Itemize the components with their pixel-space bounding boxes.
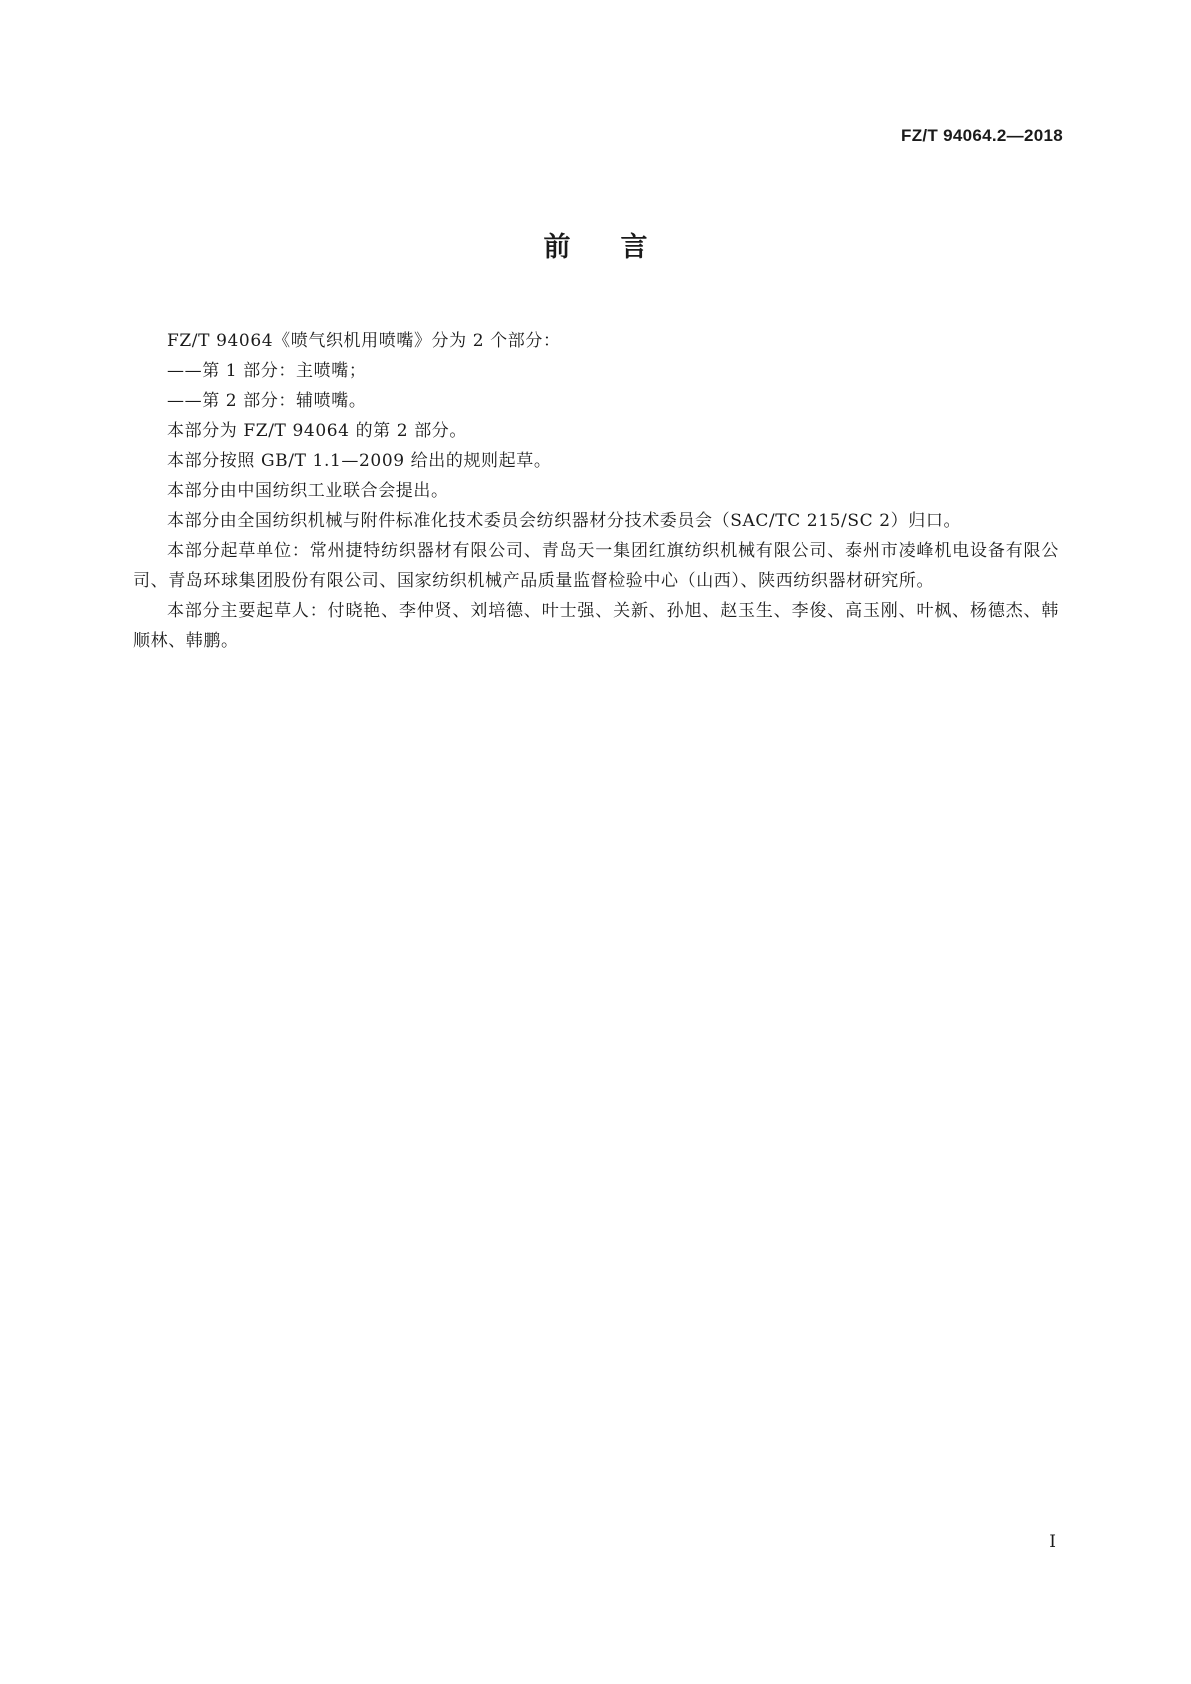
paragraph-part-1: ——第 1 部分：主喷嘴； (167, 361, 367, 381)
document-body (133, 326, 1059, 656)
paragraph-this-part: 本部分为 FZ/T 94064 的第 2 部分。 (167, 421, 467, 441)
paragraph-part-2: ——第 2 部分：辅喷嘴。 (167, 391, 367, 411)
paragraph-drafting-rules: 本部分按照 GB/T 1.1—2009 给出的规则起草。 (167, 451, 552, 471)
paragraph-proposed-by: 本部分由中国纺织工业联合会提出。 (167, 481, 449, 501)
paragraph-main-drafters: 本部分主要起草人：付晓艳、李仲贤、刘培德、叶士强、关新、孙旭、赵玉生、李俊、高玉刚、叶枫、杨德杰、韩顺林、韩鹏。 (133, 601, 1059, 651)
paragraph-responsible-committee: 本部分由全国纺织机械与附件标准化技术委员会纺织器材分技术委员会（SAC/TC 215/SC 2）归口。 (167, 511, 962, 531)
page-number: I (1049, 1532, 1056, 1552)
page-title: 前言 (543, 232, 698, 263)
standard-code: FZ/T 94064.2—2018 (901, 126, 1063, 145)
paragraph-drafting-units: 本部分起草单位：常州捷特纺织器材有限公司、青岛天一集团红旗纺织机械有限公司、泰州市凌峰机电设备有限公司、青岛环球集团股份有限公司、国家纺织机械产品质量监督检验中心（山西）、陕西纺织器材研究所。 (133, 541, 1059, 591)
paragraph-parts-intro: FZ/T 94064《喷气织机用喷嘴》分为 2 个部分： (167, 331, 561, 351)
